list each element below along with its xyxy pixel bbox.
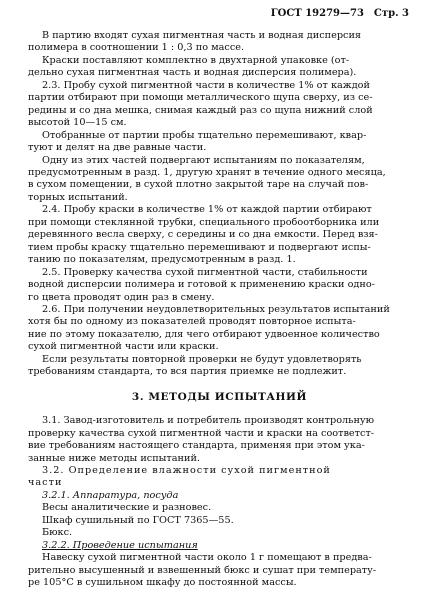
text-line: ние по этому показателю, для чего отбирают удвоенное количество	[28, 328, 380, 340]
text-line: предусмотренным в разд. 1, другую хранят в течение одного месяца,	[28, 166, 386, 178]
text-line: 3.1. Завод-изготовитель и потребитель производят контрольную	[42, 415, 375, 427]
text-line: Одну из этих частей подвергают испытаниям по показателям,	[42, 154, 365, 166]
text-line: ре 105°С в сушильном шкафу до постоянной массы.	[28, 577, 297, 589]
paragraph-p11	[28, 465, 411, 490]
text-line: В партию входят сухая пигментная часть и водная дисперсия	[42, 30, 362, 41]
body-text	[28, 30, 411, 589]
text-line: занные ниже методы испытаний.	[28, 452, 200, 464]
paragraph-p6	[28, 204, 411, 266]
paragraph-p4	[28, 130, 411, 155]
text-line: 3.2. Определение влажности сухой пигментной	[42, 464, 331, 476]
text-line: партии отбирают при помощи металлического щупа сверху, из се-	[28, 92, 373, 104]
text-line: танию по показателям, предусмотренным в разд. 1.	[28, 254, 296, 266]
apparatus-item: Шкаф сушильный по ГОСТ 7365—55.	[42, 514, 234, 526]
text-line: требованиям стандарта, то вся партия приемке не подлежит.	[28, 366, 347, 378]
paragraph-p8	[28, 304, 411, 354]
paragraph-p5	[28, 155, 411, 205]
gost-number: ГОСТ 19279—73	[270, 8, 364, 19]
text-line: вие требованиям настоящего стандарта, применяя при этом ука-	[28, 440, 365, 452]
text-line: редины и со дна мешка, снимая каждый раз со щупа нижний слой	[28, 104, 373, 116]
text-line: полимера в соотношении 1 : 0,3 по массе.	[28, 42, 245, 54]
text-line: 2.3. Пробу сухой пигментной части в количестве 1% от каждой	[42, 79, 370, 91]
text-line: Отобранные от партии пробы тщательно перемешивают, квар-	[42, 129, 367, 141]
text-line: деревянного весла сверху, с середины и со дна емкости. Перед взя-	[28, 229, 378, 241]
section-title: 3. МЕТОДЫ ИСПЫТАНИЙ	[131, 390, 308, 403]
text-line: сухой пигментной части или краски.	[28, 341, 219, 353]
text-line: части	[28, 477, 63, 489]
paragraph-p3	[28, 80, 411, 130]
paragraph-p1	[28, 30, 411, 55]
text-line: водной дисперсии полимера и готовой к применению краски одно-	[28, 279, 375, 291]
paragraph-p9	[28, 354, 411, 379]
text-line: Навеску сухой пигментной части около 1 г помещают в предва-	[42, 552, 372, 564]
text-line: тием пробы краску тщательно перемешивают и подвергают испы-	[28, 241, 371, 253]
text-line: дельно сухая пигментная часть и водная дисперсия полимера).	[28, 67, 357, 79]
paragraph-p2	[28, 55, 411, 80]
text-line: хотя бы по одному из показателей проводят повторное испыта-	[28, 316, 356, 328]
text-line: 2.4. Пробу краски в количестве 1% от каждой партии отбирают	[42, 204, 372, 216]
apparatus-item: Весы аналитические и разновес.	[42, 502, 212, 514]
subsection-procedure-title: 3.2.2. Проведение испытания	[42, 539, 198, 551]
text-line: 2.5. Проверку качества сухой пигментной части, стабильности	[42, 266, 368, 278]
paragraph-p7	[28, 267, 411, 304]
text-line: в сухом помещении, в сухой плотно закрытой таре на случай пов-	[28, 179, 369, 191]
paragraph-p10	[28, 415, 411, 465]
text-line: проверку качества сухой пигментной части и краски на соответст-	[28, 427, 375, 439]
page-header	[28, 8, 411, 30]
text-line: рительно высушенный и взвешенный бюкс и сушат при температу-	[28, 564, 377, 576]
page-number: Стр. 3	[373, 8, 409, 19]
subsection-apparatus-title: 3.2.1. Аппаратура, посуда	[42, 489, 179, 501]
text-line: 2.6. При получении неудовлетворительных результатов испытаний	[42, 303, 390, 315]
text-line: туют и делят на две равные части.	[28, 142, 207, 154]
text-line: Краски поставляют комплектно в двухтарной упаковке (от-	[42, 54, 350, 66]
text-line: го цвета проводят один раз в смену.	[28, 291, 215, 303]
text-line: при помощи стеклянной трубки, специального пробоотборника или	[28, 216, 380, 228]
text-line: Если результаты повторной проверки не будут удовлетворять	[42, 353, 362, 365]
text-line: торных испытаний.	[28, 191, 128, 203]
apparatus-item: Бюкс.	[42, 527, 73, 539]
text-line: высотой 10—15 см.	[28, 117, 127, 129]
